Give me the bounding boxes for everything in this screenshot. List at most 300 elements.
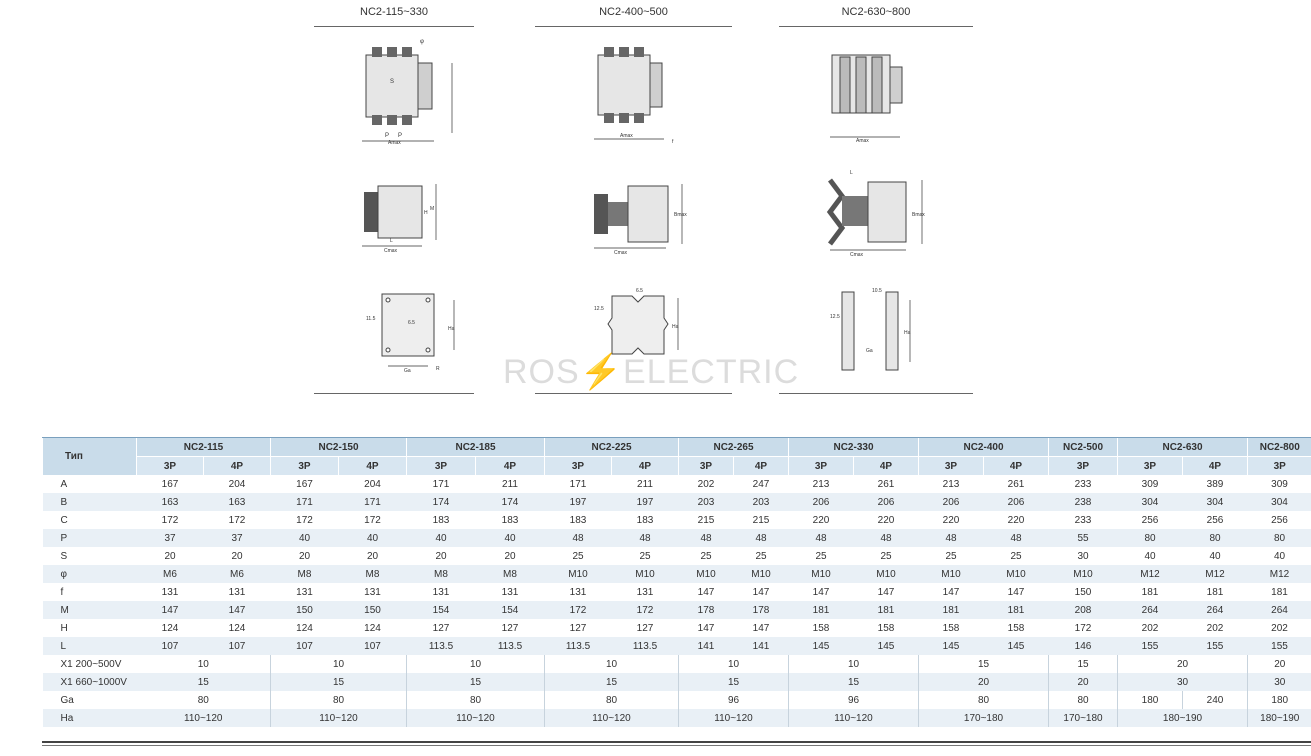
title-underline-1 xyxy=(314,26,474,27)
table-cell: 147 xyxy=(984,583,1049,601)
table-cell: 147 xyxy=(734,583,789,601)
table-cell: 167 xyxy=(137,475,204,493)
table-cell: 20 xyxy=(204,547,271,565)
table-cell: 15 xyxy=(1049,655,1118,673)
svg-text:Ga: Ga xyxy=(404,368,411,374)
table-cell: 247 xyxy=(734,475,789,493)
table-cell: 167 xyxy=(271,475,339,493)
svg-text:11.5: 11.5 xyxy=(366,316,376,322)
table-cell: 181 xyxy=(1248,583,1311,601)
table-cell: 113.5 xyxy=(476,637,545,655)
table-cell: 261 xyxy=(984,475,1049,493)
base-svg xyxy=(828,286,918,378)
svg-text:P: P xyxy=(398,133,403,139)
pole-header: 3P xyxy=(137,457,204,476)
row-label: Ga xyxy=(43,691,137,709)
table-cell: 304 xyxy=(1118,493,1183,511)
table-cell: 124 xyxy=(137,619,204,637)
table-cell: 147 xyxy=(919,583,984,601)
pole-header: 4P xyxy=(734,457,789,476)
table-cell: 220 xyxy=(789,511,854,529)
table-cell: 40 xyxy=(1183,547,1248,565)
table-cell: 30 xyxy=(1248,673,1311,691)
table-cell: 197 xyxy=(612,493,679,511)
bottom-underline-3 xyxy=(779,393,973,394)
table-cell: 172 xyxy=(204,511,271,529)
table-cell: 20 xyxy=(271,547,339,565)
table-cell: 172 xyxy=(339,511,407,529)
table-cell: 147 xyxy=(734,619,789,637)
table-cell: M10 xyxy=(679,565,734,583)
front-view-drawing-large xyxy=(826,33,916,145)
table-cell: 215 xyxy=(679,511,734,529)
table-cell: M12 xyxy=(1248,565,1311,583)
table-cell: 20 xyxy=(1049,673,1118,691)
svg-text:R: R xyxy=(436,366,440,372)
table-cell: 183 xyxy=(612,511,679,529)
table-cell: 220 xyxy=(854,511,919,529)
watermark-logo: ROS⚡ELECTRIC xyxy=(503,353,800,391)
table-cell: 181 xyxy=(789,601,854,619)
table-cell: 171 xyxy=(545,475,612,493)
table-cell: 25 xyxy=(789,547,854,565)
table-cell: 80 xyxy=(1183,529,1248,547)
table-cell: 127 xyxy=(612,619,679,637)
table-cell: 309 xyxy=(1118,475,1183,493)
table-cell: 211 xyxy=(476,475,545,493)
svg-text:L: L xyxy=(390,238,393,244)
table-cell: 10 xyxy=(679,655,789,673)
model-header-row xyxy=(43,438,1311,457)
table-cell: 220 xyxy=(919,511,984,529)
table-cell: 213 xyxy=(789,475,854,493)
front-view-svg xyxy=(590,33,682,145)
table-cell: 145 xyxy=(789,637,854,655)
table-cell: 206 xyxy=(789,493,854,511)
table-cell: 170~180 xyxy=(919,709,1049,727)
table-body xyxy=(43,475,1311,727)
table-cell: 48 xyxy=(679,529,734,547)
table-cell: 80 xyxy=(1118,529,1183,547)
table-cell: M8 xyxy=(407,565,476,583)
table-cell: 233 xyxy=(1049,511,1118,529)
table-cell: 40 xyxy=(271,529,339,547)
base-drawing-large xyxy=(828,286,918,378)
svg-text:Amax: Amax xyxy=(856,138,869,144)
table-row xyxy=(43,583,1311,601)
front-view-svg xyxy=(352,33,458,145)
model-header: NC2-800 xyxy=(1248,438,1311,457)
table-cell: 124 xyxy=(271,619,339,637)
table-cell: 141 xyxy=(734,637,789,655)
side-view-drawing-small xyxy=(352,170,448,254)
pole-header: 3P xyxy=(1118,457,1183,476)
table-cell: 40 xyxy=(1248,547,1311,565)
table-cell: 150 xyxy=(1049,583,1118,601)
table-cell: 174 xyxy=(476,493,545,511)
svg-text:Ha: Ha xyxy=(672,324,679,330)
table-cell: 204 xyxy=(204,475,271,493)
table-cell: 15 xyxy=(407,673,545,691)
svg-text:φ: φ xyxy=(420,39,424,45)
row-label: Ha xyxy=(43,709,137,727)
table-cell: 264 xyxy=(1118,601,1183,619)
table-cell: 48 xyxy=(545,529,612,547)
row-label: X1 200~500V xyxy=(43,655,137,673)
bottom-underline-1 xyxy=(314,393,474,394)
table-cell: 131 xyxy=(137,583,204,601)
table-cell: 233 xyxy=(1049,475,1118,493)
base-svg xyxy=(364,286,462,374)
table-cell: 80 xyxy=(545,691,679,709)
table-cell: 171 xyxy=(271,493,339,511)
table-cell: 180~190 xyxy=(1118,709,1248,727)
column-title-2: NC2-400~500 xyxy=(599,6,668,18)
table-cell: 389 xyxy=(1183,475,1248,493)
pole-header: 4P xyxy=(339,457,407,476)
table-row xyxy=(43,565,1311,583)
table-cell: 141 xyxy=(679,637,734,655)
table-cell: 215 xyxy=(734,511,789,529)
model-header: NC2-400 xyxy=(919,438,1049,457)
table-cell: 25 xyxy=(612,547,679,565)
table-cell: 113.5 xyxy=(612,637,679,655)
table-cell: M10 xyxy=(789,565,854,583)
svg-text:Amax: Amax xyxy=(388,140,401,145)
table-cell: 124 xyxy=(339,619,407,637)
poles-header-row xyxy=(43,457,1311,476)
table-cell: 145 xyxy=(854,637,919,655)
table-cell: 48 xyxy=(789,529,854,547)
pole-header: 4P xyxy=(984,457,1049,476)
base-drawing-small xyxy=(364,286,462,374)
table-cell: 204 xyxy=(339,475,407,493)
table-cell: 131 xyxy=(612,583,679,601)
model-header: NC2-115 xyxy=(137,438,271,457)
table-cell: 264 xyxy=(1183,601,1248,619)
table-cell: 110~120 xyxy=(545,709,679,727)
table-row xyxy=(43,601,1311,619)
table-cell: 147 xyxy=(204,601,271,619)
table-cell: 20 xyxy=(1248,655,1311,673)
table-cell: 48 xyxy=(734,529,789,547)
table-row xyxy=(43,475,1311,493)
table-cell: 113.5 xyxy=(407,637,476,655)
pole-header: 4P xyxy=(612,457,679,476)
table-cell: 131 xyxy=(271,583,339,601)
table-cell: 174 xyxy=(407,493,476,511)
table-cell: 25 xyxy=(919,547,984,565)
table-cell: 145 xyxy=(919,637,984,655)
model-header: NC2-630 xyxy=(1118,438,1248,457)
table-cell: 107 xyxy=(339,637,407,655)
table-cell: 48 xyxy=(612,529,679,547)
model-header: NC2-225 xyxy=(545,438,679,457)
front-view-drawing-small xyxy=(352,33,458,145)
front-view-drawing-mid xyxy=(590,33,682,145)
table-cell: M10 xyxy=(984,565,1049,583)
row-label: X1 660~1000V xyxy=(43,673,137,691)
svg-text:Bmax: Bmax xyxy=(912,212,925,218)
table-cell: 20 xyxy=(407,547,476,565)
table-row xyxy=(43,655,1311,673)
row-label: H xyxy=(43,619,137,637)
table-cell: 80 xyxy=(137,691,271,709)
table-cell: M12 xyxy=(1183,565,1248,583)
pole-header: 3P xyxy=(1049,457,1118,476)
title-underline-3 xyxy=(779,26,973,27)
model-header: NC2-185 xyxy=(407,438,545,457)
table-cell: 180 xyxy=(1118,691,1183,709)
table-cell: 110~120 xyxy=(407,709,545,727)
table-cell: 96 xyxy=(789,691,919,709)
table-cell: 197 xyxy=(545,493,612,511)
svg-text:Cmax: Cmax xyxy=(850,252,864,258)
row-label: B xyxy=(43,493,137,511)
pole-header: 4P xyxy=(1183,457,1248,476)
table-cell: 107 xyxy=(137,637,204,655)
table-cell: 131 xyxy=(204,583,271,601)
svg-text:6.5: 6.5 xyxy=(636,288,643,294)
svg-text:P: P xyxy=(385,133,390,139)
table-cell: 158 xyxy=(919,619,984,637)
row-label: C xyxy=(43,511,137,529)
table-cell: 107 xyxy=(271,637,339,655)
svg-text:H: H xyxy=(424,210,428,216)
table-cell: 10 xyxy=(271,655,407,673)
table-cell: 48 xyxy=(984,529,1049,547)
svg-text:Bmax: Bmax xyxy=(674,212,687,218)
table-cell: 55 xyxy=(1049,529,1118,547)
table-cell: M6 xyxy=(137,565,204,583)
table-cell: 110~120 xyxy=(789,709,919,727)
table-cell: 180 xyxy=(1248,691,1311,709)
table-row xyxy=(43,673,1311,691)
table-cell: 10 xyxy=(545,655,679,673)
column-title-1: NC2-115~330 xyxy=(360,6,428,18)
table-cell: 20 xyxy=(1118,655,1248,673)
table-cell: 15 xyxy=(271,673,407,691)
table-cell: 238 xyxy=(1049,493,1118,511)
table-cell: 150 xyxy=(271,601,339,619)
table-cell: 178 xyxy=(734,601,789,619)
table-cell: 203 xyxy=(734,493,789,511)
svg-text:6.5: 6.5 xyxy=(408,320,415,326)
table-cell: 261 xyxy=(854,475,919,493)
table-cell: 131 xyxy=(339,583,407,601)
table-cell: 25 xyxy=(734,547,789,565)
table-cell: 181 xyxy=(919,601,984,619)
table-cell: 127 xyxy=(545,619,612,637)
svg-text:S: S xyxy=(390,79,395,85)
model-header: NC2-330 xyxy=(789,438,919,457)
row-label: P xyxy=(43,529,137,547)
table-cell: 96 xyxy=(679,691,789,709)
table-cell: 202 xyxy=(1118,619,1183,637)
pole-header: 3P xyxy=(919,457,984,476)
side-view-svg xyxy=(826,166,930,258)
svg-text:Ga: Ga xyxy=(866,348,873,354)
pole-header: 3P xyxy=(545,457,612,476)
table-cell: 213 xyxy=(919,475,984,493)
svg-text:Ha: Ha xyxy=(904,330,911,336)
table-cell: 40 xyxy=(476,529,545,547)
table-cell: 147 xyxy=(854,583,919,601)
table-cell: 25 xyxy=(984,547,1049,565)
table-cell: 256 xyxy=(1118,511,1183,529)
bolt-icon: ⚡ xyxy=(579,353,624,391)
title-underline-2 xyxy=(535,26,732,27)
table-cell: 309 xyxy=(1248,475,1311,493)
table-cell: 80 xyxy=(1248,529,1311,547)
table-cell: 131 xyxy=(476,583,545,601)
table-cell: 202 xyxy=(1183,619,1248,637)
table-cell: 256 xyxy=(1183,511,1248,529)
table-cell: 48 xyxy=(854,529,919,547)
side-view-svg xyxy=(590,172,690,256)
table-cell: M8 xyxy=(339,565,407,583)
table-cell: 264 xyxy=(1248,601,1311,619)
table-cell: 181 xyxy=(1183,583,1248,601)
front-view-svg xyxy=(826,33,916,145)
side-view-drawing-large xyxy=(826,166,930,258)
svg-text:12.5: 12.5 xyxy=(830,314,840,320)
table-cell: 206 xyxy=(984,493,1049,511)
table-row xyxy=(43,619,1311,637)
table-cell: 110~120 xyxy=(679,709,789,727)
table-row xyxy=(43,691,1311,709)
pole-header: 3P xyxy=(1248,457,1311,476)
table-cell: 163 xyxy=(137,493,204,511)
table-row xyxy=(43,709,1311,727)
table-cell: 155 xyxy=(1118,637,1183,655)
table-cell: 37 xyxy=(204,529,271,547)
pole-header: 4P xyxy=(204,457,271,476)
table-cell: 171 xyxy=(407,475,476,493)
table-cell: 15 xyxy=(789,673,919,691)
row-label: A xyxy=(43,475,137,493)
table-cell: M10 xyxy=(854,565,919,583)
row-label: φ xyxy=(43,565,137,583)
table-cell: 80 xyxy=(1049,691,1118,709)
table-row xyxy=(43,529,1311,547)
table-cell: 183 xyxy=(476,511,545,529)
table-cell: 20 xyxy=(137,547,204,565)
table-cell: 181 xyxy=(854,601,919,619)
table-cell: M10 xyxy=(734,565,789,583)
table-cell: 15 xyxy=(137,673,271,691)
table-cell: 163 xyxy=(204,493,271,511)
bottom-underline-2 xyxy=(535,393,732,394)
table-row xyxy=(43,511,1311,529)
table-cell: 220 xyxy=(984,511,1049,529)
table-cell: 80 xyxy=(271,691,407,709)
table-cell: 150 xyxy=(339,601,407,619)
table-cell: 172 xyxy=(137,511,204,529)
table-cell: 80 xyxy=(407,691,545,709)
table-cell: 40 xyxy=(407,529,476,547)
table-cell: 147 xyxy=(789,583,854,601)
table-cell: 183 xyxy=(545,511,612,529)
table-cell: 206 xyxy=(854,493,919,511)
table-cell: 147 xyxy=(137,601,204,619)
pole-header: 4P xyxy=(854,457,919,476)
table-cell: 10 xyxy=(137,655,271,673)
table-cell: 30 xyxy=(1049,547,1118,565)
table-cell: M6 xyxy=(204,565,271,583)
table-cell: 40 xyxy=(339,529,407,547)
table-cell: M10 xyxy=(1049,565,1118,583)
table-cell: 172 xyxy=(612,601,679,619)
table-cell: 30 xyxy=(1118,673,1248,691)
table-cell: 15 xyxy=(919,655,1049,673)
table-cell: 202 xyxy=(679,475,734,493)
table-cell: 158 xyxy=(854,619,919,637)
table-cell: 172 xyxy=(271,511,339,529)
table-cell: 10 xyxy=(407,655,545,673)
model-header: NC2-500 xyxy=(1049,438,1118,457)
table-row xyxy=(43,493,1311,511)
table-cell: 110~120 xyxy=(137,709,271,727)
table-cell: M8 xyxy=(476,565,545,583)
table-cell: 181 xyxy=(984,601,1049,619)
row-label: f xyxy=(43,583,137,601)
table-cell: 25 xyxy=(854,547,919,565)
table-cell: 131 xyxy=(545,583,612,601)
table-cell: 304 xyxy=(1183,493,1248,511)
table-cell: M12 xyxy=(1118,565,1183,583)
table-row xyxy=(43,637,1311,655)
table-cell: 10 xyxy=(789,655,919,673)
table-cell: 40 xyxy=(1118,547,1183,565)
row-label: L xyxy=(43,637,137,655)
table-cell: 154 xyxy=(476,601,545,619)
table-cell: M10 xyxy=(919,565,984,583)
svg-text:Ha: Ha xyxy=(448,326,455,332)
table-cell: 146 xyxy=(1049,637,1118,655)
table-cell: 25 xyxy=(679,547,734,565)
table-cell: 48 xyxy=(919,529,984,547)
table-cell: 172 xyxy=(1049,619,1118,637)
table-cell: 113.5 xyxy=(545,637,612,655)
svg-text:Cmax: Cmax xyxy=(384,248,398,254)
svg-text:10.5: 10.5 xyxy=(872,288,882,294)
pole-header: 4P xyxy=(476,457,545,476)
table-cell: 181 xyxy=(1118,583,1183,601)
table-cell: 170~180 xyxy=(1049,709,1118,727)
row-label: M xyxy=(43,601,137,619)
table-cell: 15 xyxy=(545,673,679,691)
model-header: NC2-265 xyxy=(679,438,789,457)
table-cell: 127 xyxy=(407,619,476,637)
svg-text:M: M xyxy=(430,206,435,212)
table-cell: 304 xyxy=(1248,493,1311,511)
svg-text:f: f xyxy=(672,139,674,145)
table-cell: 154 xyxy=(407,601,476,619)
table-cell: 202 xyxy=(1248,619,1311,637)
column-title-3: NC2-630~800 xyxy=(841,6,911,18)
dimensions-table xyxy=(42,437,1311,727)
table-cell: 147 xyxy=(679,619,734,637)
table-cell: 203 xyxy=(679,493,734,511)
row-label: S xyxy=(43,547,137,565)
table-cell: 180~190 xyxy=(1248,709,1311,727)
pole-header: 3P xyxy=(679,457,734,476)
model-header: NC2-150 xyxy=(271,438,407,457)
side-view-svg xyxy=(352,170,448,254)
table-cell: 127 xyxy=(476,619,545,637)
pole-header: 3P xyxy=(407,457,476,476)
